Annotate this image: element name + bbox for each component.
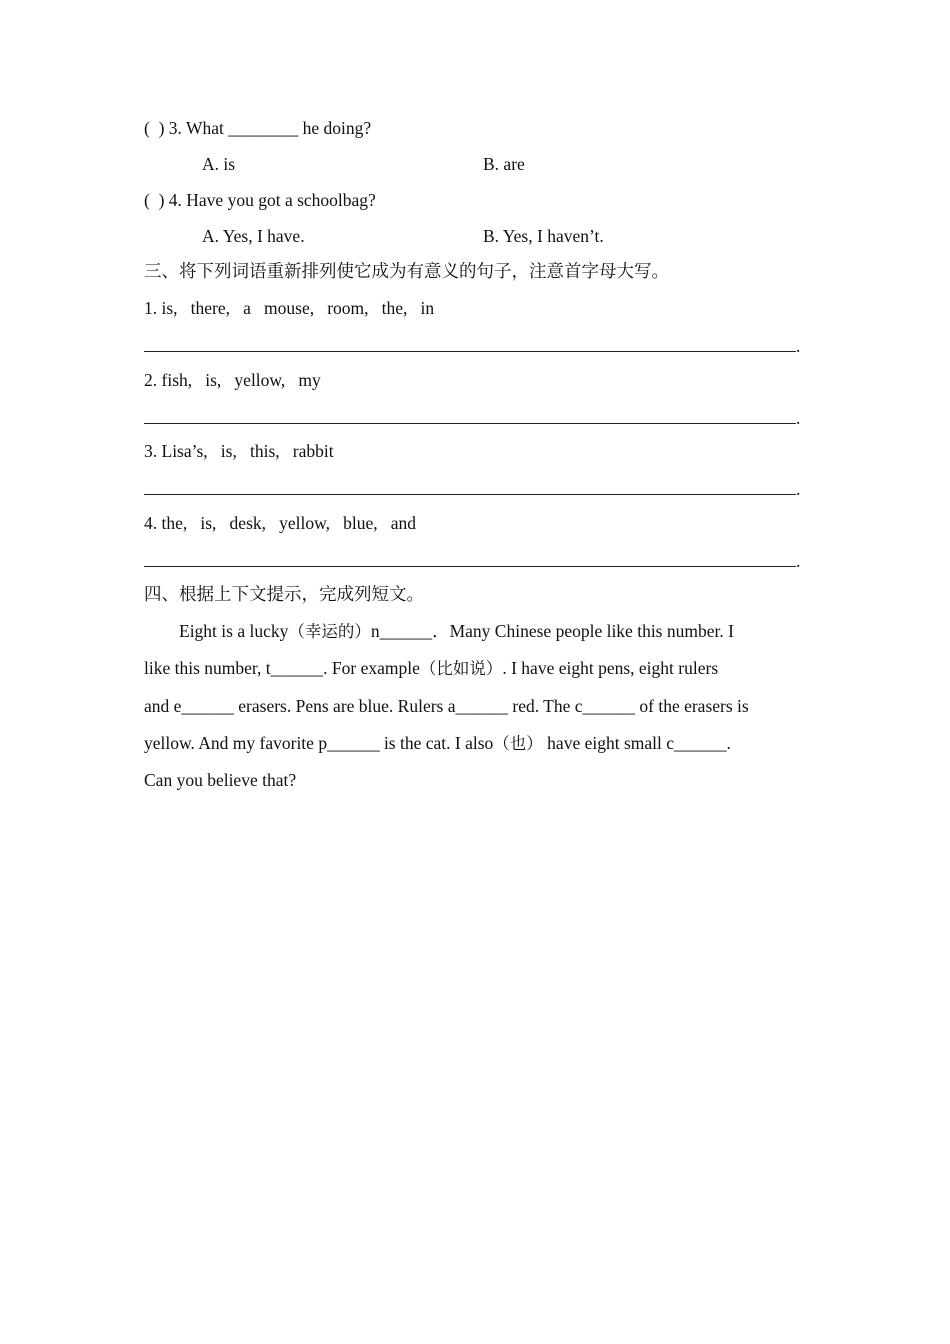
section-4-heading: 四、根据上下文提示，完成列短文。 <box>144 585 424 605</box>
answer-line-4-period: . <box>796 551 801 571</box>
passage-line-2 <box>144 657 806 680</box>
answer-line-3[interactable] <box>144 494 796 495</box>
question-3-stem: ( ) 3. What ________ he doing? <box>144 118 372 138</box>
passage-line-2-gloss: （比如说） <box>419 659 503 678</box>
answer-line-4[interactable] <box>144 566 796 567</box>
question-4-stem: ( ) 4. Have you got a schoolbag? <box>144 190 376 210</box>
answer-line-2-period: . <box>796 408 801 428</box>
passage-line-1-text-b: n______．Many Chinese people like this number. I <box>370 621 734 641</box>
section-3-heading: 三、将下列词语重新排列使它成为有意义的句子，注意首字母大写。 <box>144 262 669 282</box>
passage-line-2-text-b: . I have eight pens, eight rulers <box>502 658 719 678</box>
passage-line-3 <box>144 695 806 717</box>
passage-line-4-text-b: have eight small c______. <box>542 733 731 753</box>
passage-line-2-text-a: like this number, t______. For example <box>144 658 420 678</box>
passage-line-1-gloss: （幸运的） <box>288 622 371 641</box>
passage-line-5-text-a: Can you believe that? <box>144 770 297 790</box>
passage-line-4-gloss: （也） <box>493 734 543 753</box>
reorder-item-1: 1. is, there, a mouse, room, the, in <box>144 298 435 318</box>
question-3-option-a: A. is <box>202 154 236 174</box>
answer-line-1-period: . <box>796 336 801 356</box>
passage-line-4-text-a: yellow. And my favorite p______ is the cat. I also <box>144 733 494 753</box>
passage-line-1 <box>144 620 806 643</box>
question-4-option-b: B. Yes, I haven’t. <box>483 226 604 246</box>
reorder-item-3: 3. Lisa’s, is, this, rabbit <box>144 441 334 461</box>
question-3-option-b: B. are <box>483 154 525 174</box>
passage-line-1-text-a: Eight is a lucky <box>144 621 289 641</box>
answer-line-1[interactable] <box>144 351 796 352</box>
reorder-item-2: 2. fish, is, yellow, my <box>144 370 321 390</box>
answer-line-3-period: . <box>796 479 801 499</box>
answer-line-2[interactable] <box>144 423 796 424</box>
reorder-item-4: 4. the, is, desk, yellow, blue, and <box>144 513 417 533</box>
question-4-option-a: A. Yes, I have. <box>202 226 305 246</box>
passage-line-3-text-a: and e______ erasers. Pens are blue. Rulers a______ red. The c______ of the erasers is <box>144 696 749 716</box>
passage-line-4 <box>144 732 806 755</box>
passage-line-5 <box>144 769 806 791</box>
